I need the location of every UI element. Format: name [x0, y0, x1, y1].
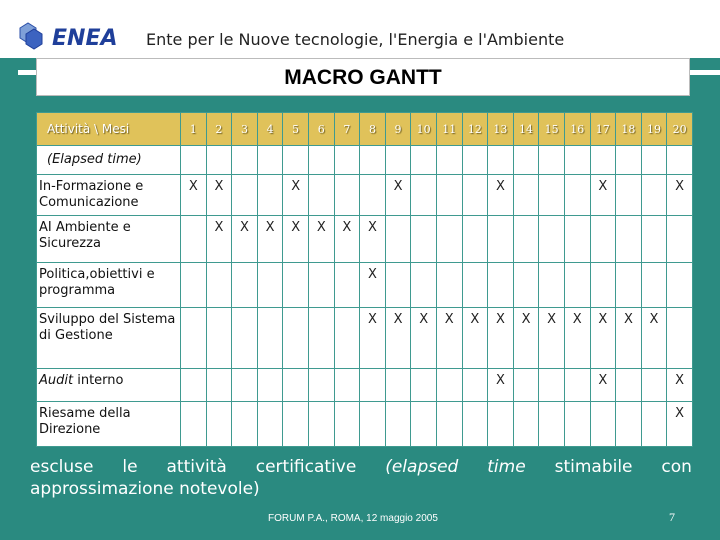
- empty-cell: [513, 263, 539, 308]
- elapsed-cell: [590, 146, 616, 175]
- month-header: 9: [385, 113, 411, 146]
- empty-cell: [641, 263, 667, 308]
- activity-mark: X: [334, 216, 360, 263]
- activity-label-rest: interno: [73, 373, 124, 388]
- empty-cell: [411, 263, 437, 308]
- empty-cell: [436, 263, 462, 308]
- month-header: 10: [411, 113, 437, 146]
- activity-mark: X: [181, 175, 207, 216]
- activity-mark: X: [513, 308, 539, 369]
- month-header: 12: [462, 113, 488, 146]
- empty-cell: [283, 369, 309, 402]
- activity-label-italic: Audit: [39, 373, 74, 388]
- activity-mark: X: [257, 216, 283, 263]
- month-header: 15: [539, 113, 565, 146]
- empty-cell: [181, 216, 207, 263]
- month-header: 3: [232, 113, 258, 146]
- activity-mark: X: [206, 216, 232, 263]
- empty-cell: [513, 175, 539, 216]
- elapsed-cell: [385, 146, 411, 175]
- empty-cell: [308, 175, 334, 216]
- activity-mark: X: [564, 308, 590, 369]
- left-rule: [18, 70, 38, 75]
- empty-cell: [641, 175, 667, 216]
- empty-cell: [616, 402, 642, 447]
- elapsed-cell: [641, 146, 667, 175]
- month-header: 14: [513, 113, 539, 146]
- empty-cell: [232, 308, 258, 369]
- activity-mark: X: [667, 175, 693, 216]
- empty-cell: [641, 216, 667, 263]
- activity-mark: X: [641, 308, 667, 369]
- empty-cell: [488, 216, 514, 263]
- activity-mark: X: [385, 308, 411, 369]
- empty-cell: [308, 263, 334, 308]
- empty-cell: [206, 308, 232, 369]
- page-number: 7: [669, 510, 675, 524]
- empty-cell: [206, 402, 232, 447]
- empty-cell: [436, 175, 462, 216]
- month-header: 8: [360, 113, 386, 146]
- empty-cell: [385, 263, 411, 308]
- activity-mark: X: [283, 216, 309, 263]
- activity-mark: X: [308, 216, 334, 263]
- footer-note-line-2: approssimazione notevole): [30, 479, 260, 499]
- activity-mark: X: [360, 263, 386, 308]
- empty-cell: [462, 175, 488, 216]
- activity-mark: X: [667, 369, 693, 402]
- empty-cell: [308, 369, 334, 402]
- elapsed-cell: [283, 146, 309, 175]
- empty-cell: [181, 263, 207, 308]
- empty-cell: [462, 263, 488, 308]
- activity-label: Riesame della Direzione: [37, 402, 181, 447]
- footer-word: certificative: [255, 457, 357, 477]
- activity-label: AI Ambiente e Sicurezza: [37, 216, 181, 263]
- month-header: 11: [436, 113, 462, 146]
- empty-cell: [411, 402, 437, 447]
- month-header: 20: [667, 113, 693, 146]
- empty-cell: [539, 369, 565, 402]
- activity-mark: X: [488, 308, 514, 369]
- empty-cell: [206, 369, 232, 402]
- empty-cell: [334, 402, 360, 447]
- footer-word: attività: [166, 457, 227, 477]
- empty-cell: [206, 263, 232, 308]
- activity-mark: X: [411, 308, 437, 369]
- empty-cell: [539, 175, 565, 216]
- elapsed-cell: [513, 146, 539, 175]
- elapsed-cell: [436, 146, 462, 175]
- empty-cell: [513, 216, 539, 263]
- elapsed-cell: [206, 146, 232, 175]
- empty-cell: [257, 369, 283, 402]
- empty-cell: [539, 263, 565, 308]
- empty-cell: [667, 308, 693, 369]
- elapsed-cell: [462, 146, 488, 175]
- month-header: 4: [257, 113, 283, 146]
- enea-logo: [16, 20, 141, 52]
- activity-mark: X: [590, 175, 616, 216]
- empty-cell: [436, 216, 462, 263]
- empty-cell: [488, 263, 514, 308]
- empty-cell: [232, 369, 258, 402]
- empty-cell: [181, 308, 207, 369]
- activity-mark: X: [488, 369, 514, 402]
- empty-cell: [513, 402, 539, 447]
- empty-cell: [462, 402, 488, 447]
- activity-mark: X: [667, 402, 693, 447]
- elapsed-cell: [181, 146, 207, 175]
- footer-word: (elapsed: [385, 457, 459, 477]
- empty-cell: [411, 369, 437, 402]
- elapsed-cell: [411, 146, 437, 175]
- month-header: 19: [641, 113, 667, 146]
- month-header: 6: [308, 113, 334, 146]
- empty-cell: [590, 263, 616, 308]
- empty-cell: [436, 369, 462, 402]
- empty-cell: [232, 263, 258, 308]
- organization-name: Ente per le Nuove tecnologie, l'Energia e l'Ambiente: [146, 30, 565, 49]
- empty-cell: [257, 263, 283, 308]
- empty-cell: [641, 369, 667, 402]
- footer-word: stimabile: [554, 457, 633, 477]
- empty-cell: [564, 402, 590, 447]
- empty-cell: [257, 402, 283, 447]
- empty-cell: [539, 402, 565, 447]
- activity-mark: X: [462, 308, 488, 369]
- empty-cell: [232, 175, 258, 216]
- empty-cell: [411, 216, 437, 263]
- empty-cell: [564, 263, 590, 308]
- empty-cell: [334, 308, 360, 369]
- activity-mark: X: [590, 308, 616, 369]
- empty-cell: [283, 263, 309, 308]
- elapsed-cell: [360, 146, 386, 175]
- empty-cell: [513, 369, 539, 402]
- empty-cell: [308, 308, 334, 369]
- activity-mark: X: [590, 369, 616, 402]
- activity-mark: X: [360, 216, 386, 263]
- gantt-table: [36, 112, 693, 447]
- empty-cell: [283, 308, 309, 369]
- activity-mark: X: [385, 175, 411, 216]
- empty-cell: [564, 175, 590, 216]
- month-header: 7: [334, 113, 360, 146]
- empty-cell: [257, 308, 283, 369]
- month-header: 18: [616, 113, 642, 146]
- footer-word: escluse: [30, 457, 94, 477]
- elapsed-cell: [539, 146, 565, 175]
- empty-cell: [462, 369, 488, 402]
- empty-cell: [564, 369, 590, 402]
- elapsed-time-label: (Elapsed time): [37, 146, 181, 175]
- activity-mark: X: [539, 308, 565, 369]
- month-header: 13: [488, 113, 514, 146]
- activity-label: In-Formazione e Comunicazione: [37, 175, 181, 216]
- empty-cell: [334, 263, 360, 308]
- empty-cell: [385, 402, 411, 447]
- activity-mark: X: [616, 308, 642, 369]
- activity-label: Sviluppo del Sistema di Gestione: [37, 308, 181, 369]
- empty-cell: [308, 402, 334, 447]
- empty-cell: [385, 369, 411, 402]
- footer-word: time: [487, 457, 526, 477]
- empty-cell: [616, 216, 642, 263]
- elapsed-cell: [488, 146, 514, 175]
- elapsed-cell: [616, 146, 642, 175]
- empty-cell: [488, 402, 514, 447]
- empty-cell: [641, 402, 667, 447]
- empty-cell: [667, 216, 693, 263]
- empty-cell: [590, 402, 616, 447]
- corner-label: Attività \ Mesi: [37, 113, 181, 146]
- elapsed-cell: [667, 146, 693, 175]
- activity-mark: X: [436, 308, 462, 369]
- activity-row: [37, 175, 693, 216]
- empty-cell: [667, 263, 693, 308]
- elapsed-cell: [334, 146, 360, 175]
- month-header: 5: [283, 113, 309, 146]
- empty-cell: [181, 369, 207, 402]
- right-rule: [690, 70, 720, 75]
- empty-cell: [360, 369, 386, 402]
- activity-mark: X: [283, 175, 309, 216]
- empty-cell: [436, 402, 462, 447]
- empty-cell: [334, 369, 360, 402]
- footer-word: con: [661, 457, 692, 477]
- elapsed-cell: [564, 146, 590, 175]
- activity-mark: X: [206, 175, 232, 216]
- activity-mark: X: [232, 216, 258, 263]
- empty-cell: [411, 175, 437, 216]
- header-bar: [0, 0, 720, 58]
- empty-cell: [616, 175, 642, 216]
- empty-cell: [283, 402, 309, 447]
- month-header: 16: [564, 113, 590, 146]
- footer-word: le: [122, 457, 138, 477]
- empty-cell: [232, 402, 258, 447]
- activity-row: [37, 308, 693, 369]
- empty-cell: [616, 263, 642, 308]
- empty-cell: [360, 402, 386, 447]
- activity-row: [37, 402, 693, 447]
- elapsed-cell: [308, 146, 334, 175]
- activity-row: [37, 369, 693, 402]
- activity-row: [37, 263, 693, 308]
- footer-note-line-1: [30, 456, 692, 478]
- activity-label: Politica,obiettivi e programma: [37, 263, 181, 308]
- elapsed-time-row: [37, 146, 693, 175]
- activity-mark: X: [488, 175, 514, 216]
- activity-mark: X: [360, 308, 386, 369]
- footer-source: FORUM P.A., ROMA, 12 maggio 2005: [268, 513, 438, 524]
- empty-cell: [539, 216, 565, 263]
- empty-cell: [360, 175, 386, 216]
- month-header: 2: [206, 113, 232, 146]
- activity-label: [37, 369, 181, 402]
- month-header: 17: [590, 113, 616, 146]
- empty-cell: [334, 175, 360, 216]
- empty-cell: [385, 216, 411, 263]
- empty-cell: [181, 402, 207, 447]
- page-title: MACRO GANTT: [284, 66, 442, 89]
- footer-note: [30, 456, 692, 500]
- empty-cell: [616, 369, 642, 402]
- empty-cell: [564, 216, 590, 263]
- elapsed-cell: [232, 146, 258, 175]
- empty-cell: [462, 216, 488, 263]
- elapsed-cell: [257, 146, 283, 175]
- empty-cell: [590, 216, 616, 263]
- logo-text: ENEA: [52, 26, 118, 51]
- month-header: 1: [181, 113, 207, 146]
- title-box: [36, 58, 690, 96]
- month-header-row: [37, 113, 693, 146]
- empty-cell: [257, 175, 283, 216]
- activity-row: [37, 216, 693, 263]
